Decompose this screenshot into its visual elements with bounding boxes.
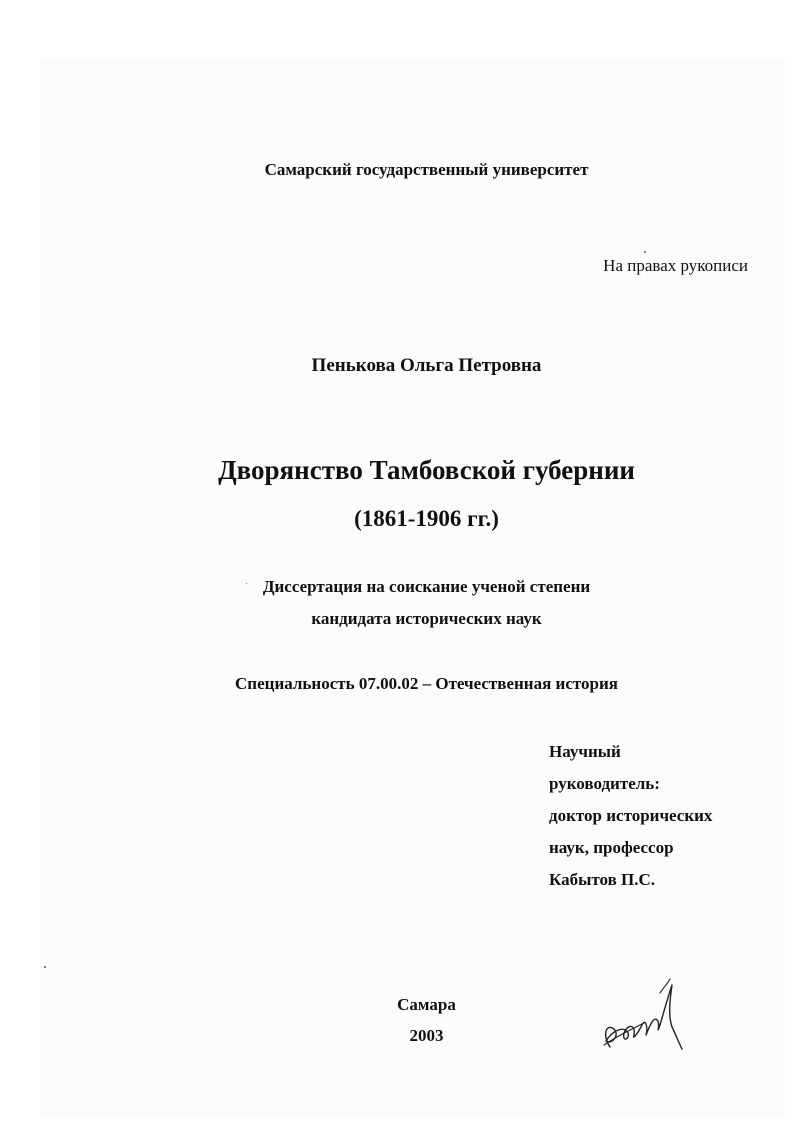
scan-speck (246, 583, 247, 584)
dissertation-title: Дворянство Тамбовской губернии (218, 455, 635, 485)
author-name: Пенькова Ольга Петровна (311, 355, 542, 376)
supervisor-line: доктор исторических (549, 806, 713, 825)
dissertation-years: (1861-1906 гг.) (354, 506, 499, 531)
speciality: Специальность 07.00.02 – Отечественная история (235, 674, 618, 693)
year: 2003 (409, 1026, 444, 1045)
dissertation-degree-line1: Диссертация на соискание ученой степени (262, 577, 591, 596)
supervisor-line: наук, профессор (549, 838, 674, 857)
supervisor-line: руководитель: (549, 774, 660, 793)
supervisor-name: Кабытов П.С. (549, 870, 656, 889)
scan-speck (44, 966, 46, 968)
university-name: Самарский государственный университет (264, 160, 589, 179)
scan-speck (644, 251, 646, 253)
manuscript-note: На правах рукописи (603, 256, 748, 275)
dissertation-degree-line2: кандидата исторических наук (311, 609, 542, 628)
supervisor-line: Научный (549, 742, 621, 761)
handwritten-signature-icon (598, 975, 688, 1070)
city: Самара (397, 995, 456, 1014)
supervisor-block (549, 736, 769, 896)
